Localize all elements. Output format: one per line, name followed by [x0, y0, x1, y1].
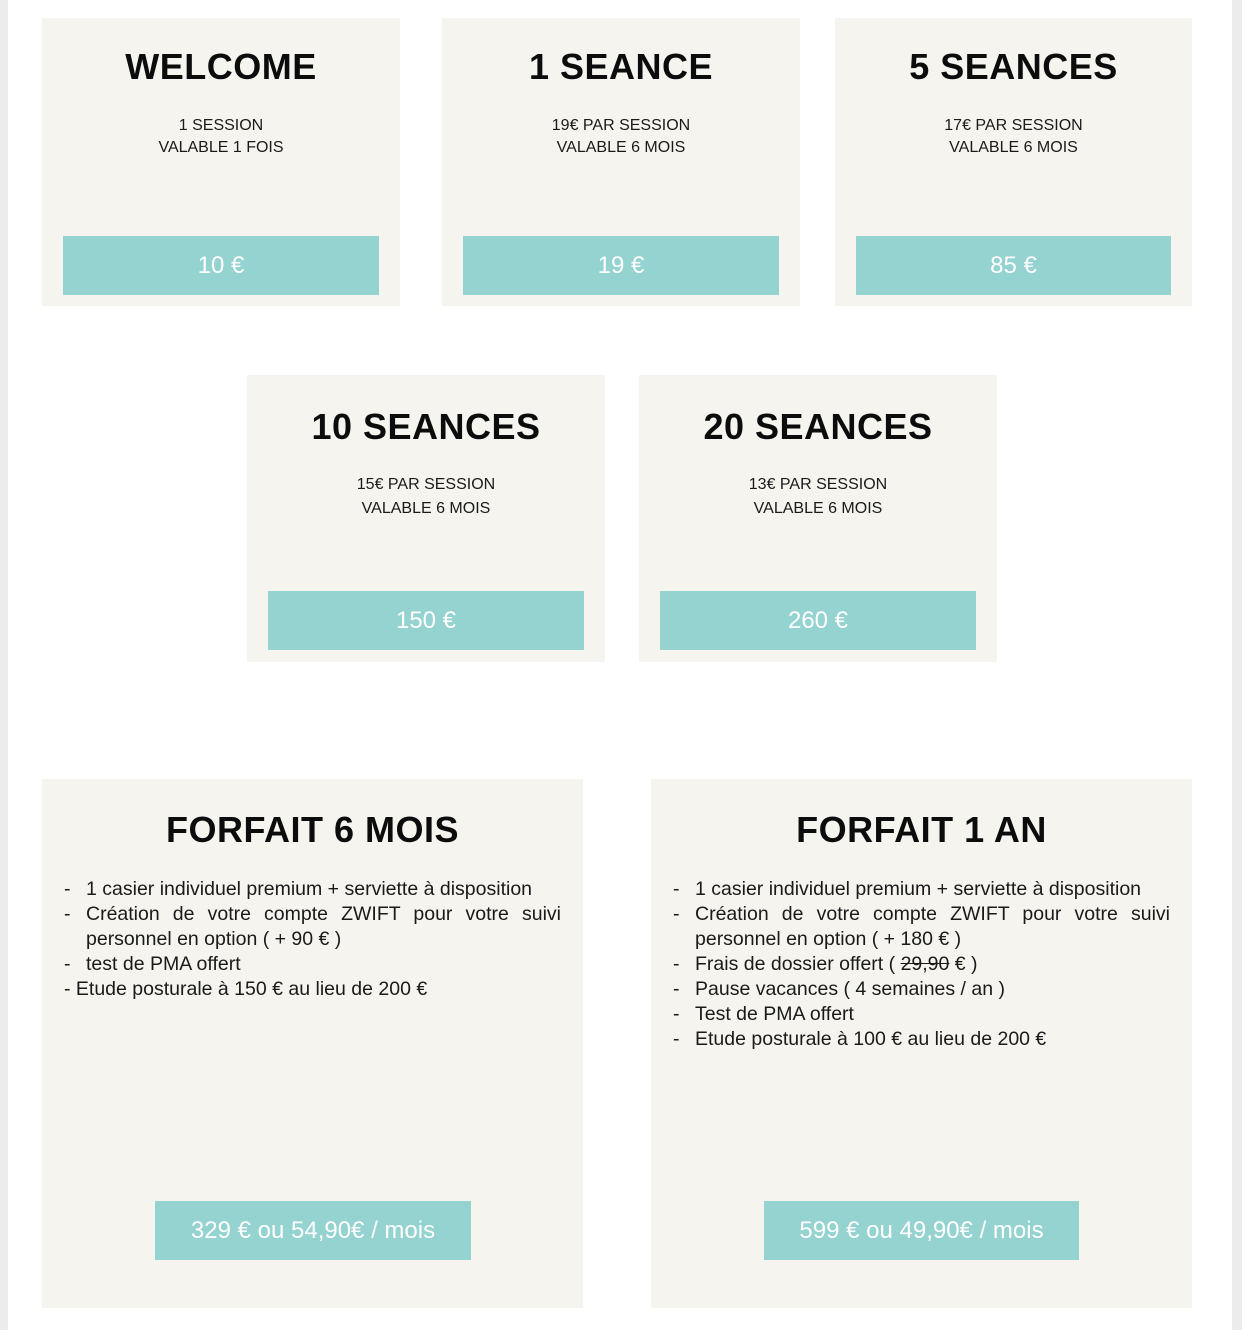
pricing-card-1-seance — [442, 18, 800, 306]
card-session-info — [442, 115, 800, 159]
feature-item: - 1 casier individuel premium + serviette à disposition — [673, 878, 1142, 900]
forfait-feature-list — [673, 877, 1170, 1052]
feature-item: - Création de votre compte ZWIFT pour votre suivi personnel en option ( + 180 € ) — [673, 903, 1170, 950]
forfait-title: FORFAIT 1 AN — [796, 809, 1047, 850]
forfait-card-1-an — [651, 779, 1192, 1308]
card-line-2: VALABLE 6 MOIS — [753, 500, 883, 517]
feature-item: - Etude posturale à 150 € au lieu de 200 € — [64, 978, 428, 1000]
old-price-strikethrough: 29,90 — [900, 953, 950, 975]
card-session-info — [42, 115, 400, 159]
forfait-card-6-mois — [42, 779, 583, 1308]
card-title: 10 SEANCES — [311, 406, 541, 447]
card-line-2: VALABLE 6 MOIS — [556, 139, 686, 156]
card-line-1: 17€ PAR SESSION — [944, 117, 1083, 134]
card-title: 1 SEANCE — [528, 46, 714, 87]
card-line-1: 13€ PAR SESSION — [748, 476, 888, 493]
card-title: WELCOME — [125, 46, 317, 87]
feature-item: - Etude posturale à 100 € au lieu de 200 € — [673, 1028, 1047, 1050]
card-title: 20 SEANCES — [703, 406, 933, 447]
right-page-edge — [1232, 0, 1242, 1330]
card-line-1: 19€ PAR SESSION — [551, 117, 691, 134]
forfait-feature-list — [64, 877, 561, 1002]
price-button-10-seances[interactable]: 150 € — [268, 591, 584, 650]
card-session-info — [247, 473, 605, 521]
price-button-forfait-1-an[interactable]: 599 € ou 49,90€ / mois — [764, 1201, 1079, 1260]
price-button-forfait-6-mois[interactable]: 329 € ou 54,90€ / mois — [155, 1201, 471, 1260]
left-page-edge — [0, 0, 8, 1330]
forfait-title: FORFAIT 6 MOIS — [165, 809, 459, 850]
feature-item: - Frais de dossier offert ( 29,90 € ) — [673, 953, 978, 975]
feature-item: - Test de PMA offert — [673, 1003, 854, 1025]
card-line-2: VALABLE 6 MOIS — [361, 500, 491, 517]
price-button-welcome[interactable]: 10 € — [63, 236, 379, 295]
pricing-card-welcome — [42, 18, 400, 306]
card-line-1: 15€ PAR SESSION — [356, 476, 496, 493]
price-button-1-seance[interactable]: 19 € — [463, 236, 779, 295]
feature-item: - Pause vacances ( 4 semaines / an ) — [673, 978, 1005, 1000]
feature-item: - test de PMA offert — [64, 953, 241, 975]
pricing-card-20-seances — [639, 375, 997, 662]
feature-item: - Création de votre compte ZWIFT pour votre suivi personnel en option ( + 90 € ) — [64, 903, 561, 950]
card-line-1: 1 SESSION — [178, 117, 264, 134]
card-line-2: VALABLE 1 FOIS — [158, 139, 284, 156]
card-line-2: VALABLE 6 MOIS — [949, 139, 1078, 156]
price-button-20-seances[interactable]: 260 € — [660, 591, 976, 650]
pricing-card-10-seances — [247, 375, 605, 662]
card-session-info — [835, 115, 1192, 159]
pricing-card-5-seances — [835, 18, 1192, 306]
card-title: 5 SEANCES — [909, 46, 1118, 87]
feature-item: - 1 casier individuel premium + serviette à disposition — [64, 878, 533, 900]
price-button-5-seances[interactable]: 85 € — [856, 236, 1171, 295]
card-session-info — [639, 473, 997, 521]
